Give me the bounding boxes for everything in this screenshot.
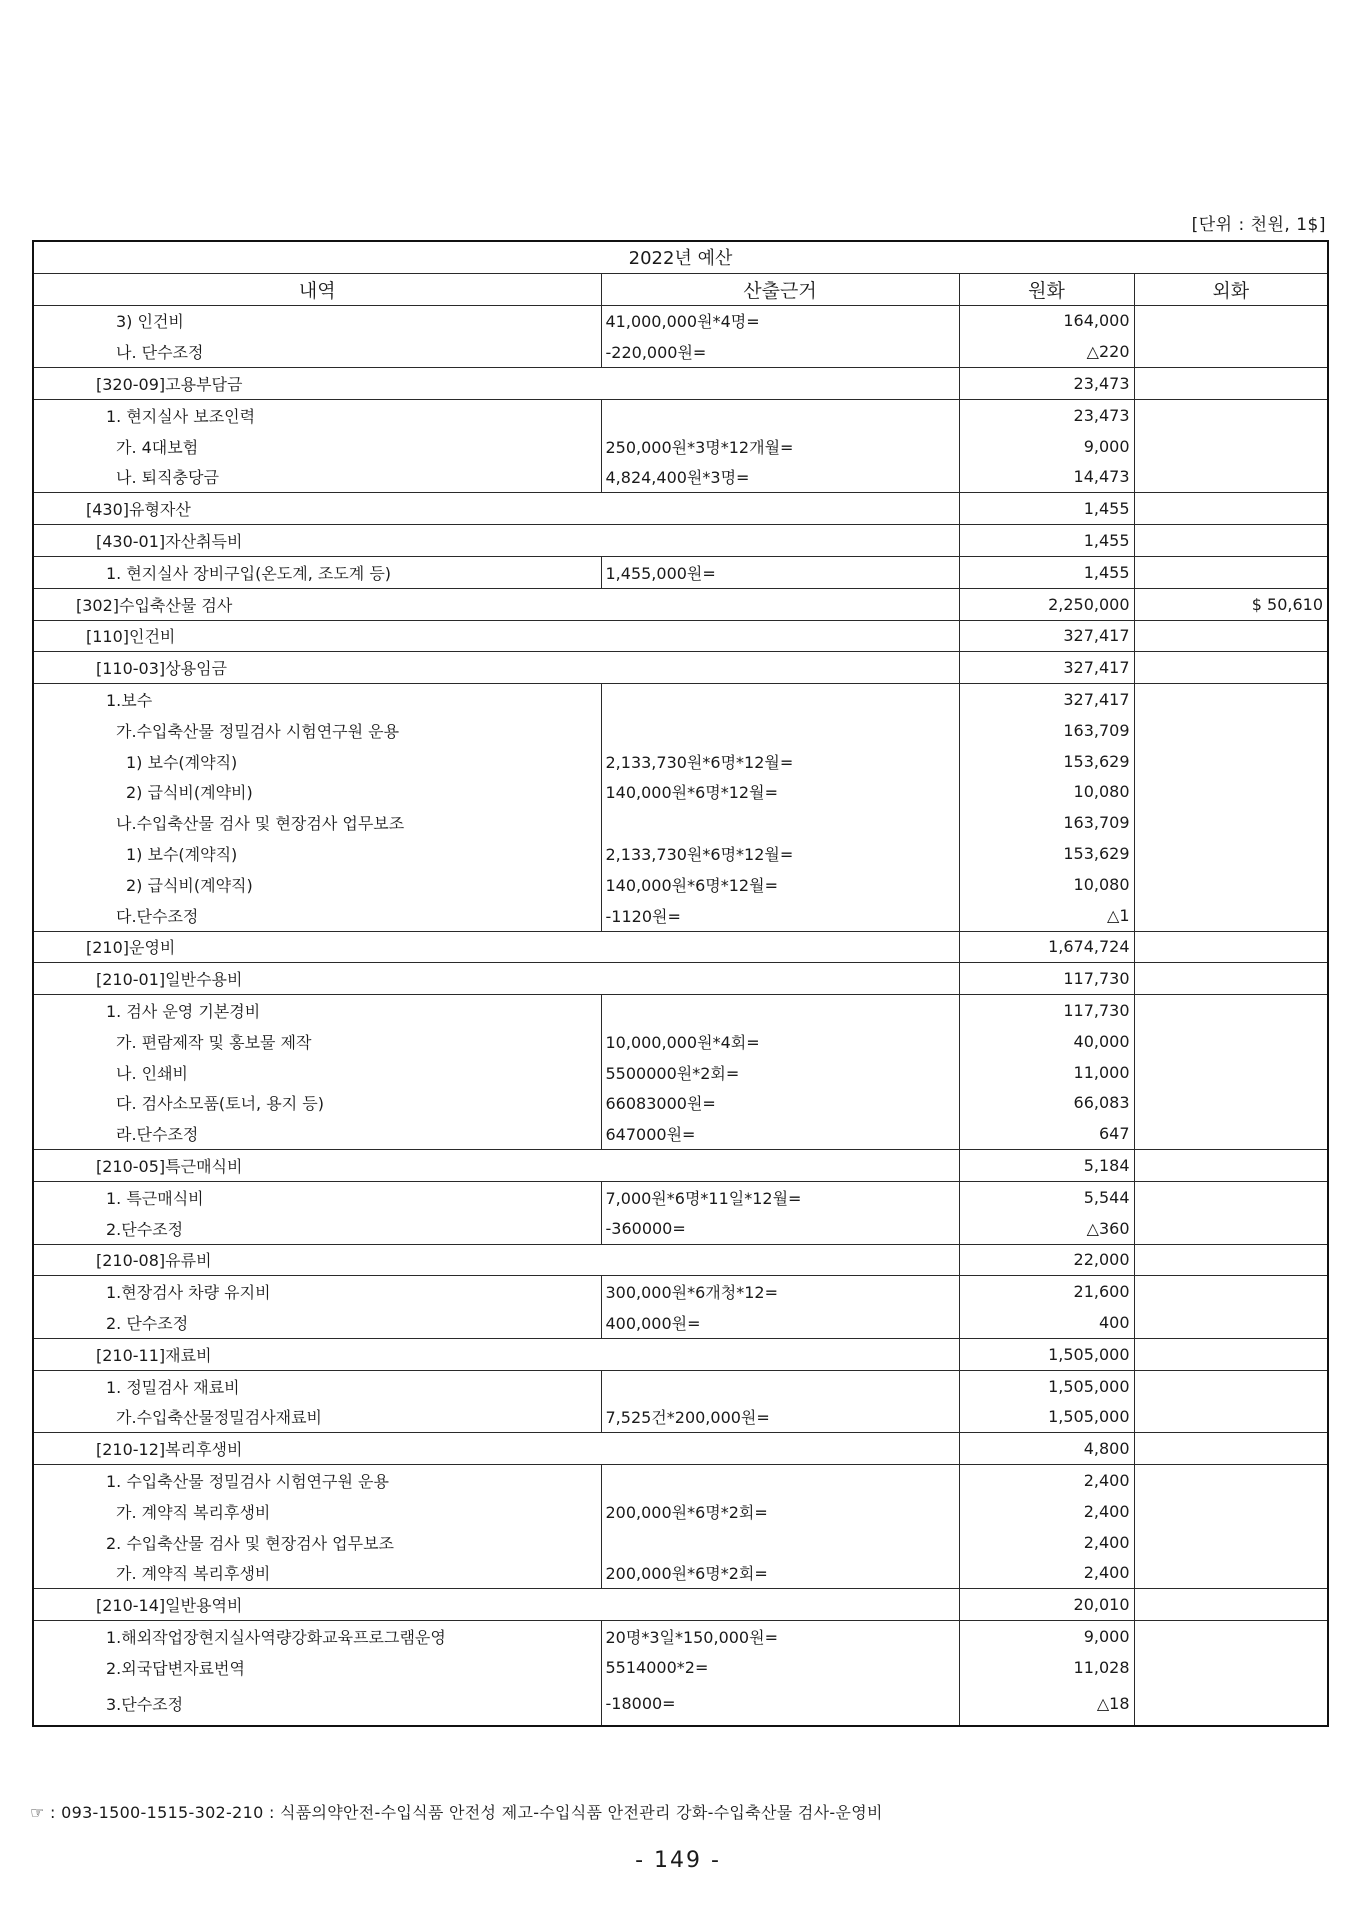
basis-cell: 66083000원=	[601, 1088, 959, 1119]
fx-cell	[1134, 1026, 1328, 1057]
table-row	[33, 995, 1328, 1026]
fx-cell	[1134, 556, 1328, 588]
table-row	[33, 1557, 1328, 1588]
krw-cell: 66,083	[959, 1088, 1134, 1119]
fx-cell	[1134, 838, 1328, 869]
table-row	[33, 931, 1328, 963]
table-row	[33, 1401, 1328, 1432]
table-row	[33, 807, 1328, 838]
item-cell: 1. 현지실사 보조인력	[33, 399, 601, 430]
item-cell: 다.단수조정	[33, 900, 601, 931]
table-row	[33, 652, 1328, 684]
fx-cell	[1134, 399, 1328, 430]
basis-cell: 250,000원*3명*12개월=	[601, 431, 959, 462]
fx-cell	[1134, 1652, 1328, 1683]
basis-cell: -220,000원=	[601, 336, 959, 367]
table-row	[33, 1118, 1328, 1149]
table-row	[33, 1621, 1328, 1652]
fx-cell	[1134, 684, 1328, 715]
item-cell: 다. 검사소모품(토너, 용지 등)	[33, 1088, 601, 1119]
krw-cell: 327,417	[959, 652, 1134, 684]
krw-cell: 20,010	[959, 1589, 1134, 1621]
table-row	[33, 838, 1328, 869]
krw-cell: 9,000	[959, 431, 1134, 462]
krw-cell: 1,674,724	[959, 931, 1134, 963]
fx-cell	[1134, 1181, 1328, 1212]
basis-cell: 4,824,400원*3명=	[601, 462, 959, 493]
krw-cell: 5,544	[959, 1181, 1134, 1212]
table-row	[33, 1527, 1328, 1558]
item-cell: 2) 급식비(계약직)	[33, 869, 601, 900]
item-cell: [210-14]일반용역비	[33, 1589, 959, 1621]
table-row	[33, 1465, 1328, 1496]
fx-cell	[1134, 462, 1328, 493]
basis-cell: 200,000원*6명*2회=	[601, 1557, 959, 1588]
basis-cell: 647000원=	[601, 1118, 959, 1149]
fx-cell	[1134, 620, 1328, 652]
basis-cell	[601, 1370, 959, 1401]
krw-cell: 40,000	[959, 1026, 1134, 1057]
krw-cell: 1,455	[959, 493, 1134, 525]
fx-cell	[1134, 1213, 1328, 1244]
item-cell: 1.보수	[33, 684, 601, 715]
basis-cell: 2,133,730원*6명*12월=	[601, 746, 959, 777]
header-basis: 산출근거	[601, 273, 959, 305]
item-cell: [210-12]복리후생비	[33, 1433, 959, 1465]
krw-cell: 4,800	[959, 1433, 1134, 1465]
fx-cell	[1134, 1088, 1328, 1119]
fx-cell	[1134, 1401, 1328, 1432]
fx-cell	[1134, 525, 1328, 557]
table-title: 2022년 예산	[33, 241, 1328, 273]
table-row	[33, 715, 1328, 746]
basis-cell: -360000=	[601, 1213, 959, 1244]
krw-cell: 327,417	[959, 620, 1134, 652]
item-cell: 라.단수조정	[33, 1118, 601, 1149]
fx-cell	[1134, 336, 1328, 367]
basis-cell: 7,000원*6명*11일*12월=	[601, 1181, 959, 1212]
table-row	[33, 1496, 1328, 1527]
basis-cell	[601, 995, 959, 1026]
header-item: 내역	[33, 273, 601, 305]
item-cell: 가. 계약직 복리후생비	[33, 1557, 601, 1588]
item-cell: 2.단수조정	[33, 1213, 601, 1244]
fx-cell	[1134, 1150, 1328, 1182]
krw-cell: 400	[959, 1307, 1134, 1338]
item-cell: 1.현장검사 차량 유지비	[33, 1276, 601, 1307]
item-cell: 1. 정밀검사 재료비	[33, 1370, 601, 1401]
header-krw: 원화	[959, 273, 1134, 305]
item-cell: [430-01]자산취득비	[33, 525, 959, 557]
table-row	[33, 1338, 1328, 1370]
table-row	[33, 963, 1328, 995]
table-row	[33, 1276, 1328, 1307]
krw-cell: 10,080	[959, 869, 1134, 900]
basis-cell: 200,000원*6명*2회=	[601, 1496, 959, 1527]
table-row	[33, 900, 1328, 931]
fx-cell	[1134, 1527, 1328, 1558]
krw-cell: 23,473	[959, 399, 1134, 430]
krw-cell: 2,400	[959, 1465, 1134, 1496]
item-cell: 가.수입축산물 정밀검사 시험연구원 운용	[33, 715, 601, 746]
krw-cell: 2,400	[959, 1557, 1134, 1588]
item-cell: 1. 수입축산물 정밀검사 시험연구원 운용	[33, 1465, 601, 1496]
krw-cell: △360	[959, 1213, 1134, 1244]
fx-cell	[1134, 1433, 1328, 1465]
table-row	[33, 684, 1328, 715]
krw-cell: 327,417	[959, 684, 1134, 715]
item-cell: 1) 보수(계약직)	[33, 838, 601, 869]
basis-cell: -18000=	[601, 1683, 959, 1726]
table-row	[33, 1683, 1328, 1726]
fx-cell	[1134, 368, 1328, 400]
item-cell: 가. 4대보험	[33, 431, 601, 462]
krw-cell: 22,000	[959, 1244, 1134, 1276]
item-cell: 2. 단수조정	[33, 1307, 601, 1338]
krw-cell: 1,455	[959, 525, 1134, 557]
fx-cell	[1134, 1621, 1328, 1652]
basis-cell	[601, 399, 959, 430]
table-row	[33, 368, 1328, 400]
krw-cell: 23,473	[959, 368, 1134, 400]
basis-cell	[601, 684, 959, 715]
table-row	[33, 1652, 1328, 1683]
krw-cell: 1,505,000	[959, 1370, 1134, 1401]
basis-cell: 5500000원*2회=	[601, 1057, 959, 1088]
item-cell: 3) 인건비	[33, 305, 601, 336]
krw-cell: 21,600	[959, 1276, 1134, 1307]
krw-cell: 11,028	[959, 1652, 1134, 1683]
item-cell: [210-08]유류비	[33, 1244, 959, 1276]
basis-cell: 140,000원*6명*12월=	[601, 869, 959, 900]
item-cell: [430]유형자산	[33, 493, 959, 525]
table-row	[33, 869, 1328, 900]
table-row	[33, 1026, 1328, 1057]
item-cell: [302]수입축산물 검사	[33, 588, 959, 620]
table-row	[33, 620, 1328, 652]
table-row	[33, 493, 1328, 525]
item-cell: [210-01]일반수용비	[33, 963, 959, 995]
fx-cell	[1134, 900, 1328, 931]
krw-cell: △18	[959, 1683, 1134, 1726]
item-cell: 2.외국답변자료번역	[33, 1652, 601, 1683]
table-row	[33, 746, 1328, 777]
fx-cell	[1134, 1496, 1328, 1527]
fx-cell	[1134, 715, 1328, 746]
item-cell: 1) 보수(계약직)	[33, 746, 601, 777]
fx-cell	[1134, 1370, 1328, 1401]
krw-cell: 5,184	[959, 1150, 1134, 1182]
krw-cell: 153,629	[959, 838, 1134, 869]
item-cell: 1. 검사 운영 기본경비	[33, 995, 601, 1026]
item-cell: [210-05]특근매식비	[33, 1150, 959, 1182]
fx-cell	[1134, 869, 1328, 900]
basis-cell: 10,000,000원*4회=	[601, 1026, 959, 1057]
page-number: - 149 -	[635, 1848, 721, 1873]
table-row	[33, 1370, 1328, 1401]
item-cell: 나.수입축산물 검사 및 현장검사 업무보조	[33, 807, 601, 838]
fx-cell	[1134, 305, 1328, 336]
krw-cell: △220	[959, 336, 1134, 367]
fx-cell	[1134, 1338, 1328, 1370]
table-row	[33, 431, 1328, 462]
krw-cell: 1,505,000	[959, 1401, 1134, 1432]
table-row	[33, 462, 1328, 493]
krw-cell: △1	[959, 900, 1134, 931]
table-row	[33, 556, 1328, 588]
item-cell: 1.해외작업장현지실사역량강화교육프로그램운영	[33, 1621, 601, 1652]
item-cell: 나. 인쇄비	[33, 1057, 601, 1088]
table-row	[33, 1150, 1328, 1182]
krw-cell: 2,250,000	[959, 588, 1134, 620]
item-cell: 3.단수조정	[33, 1683, 601, 1726]
item-cell: [320-09]고용부담금	[33, 368, 959, 400]
table-row	[33, 1057, 1328, 1088]
krw-cell: 2,400	[959, 1527, 1134, 1558]
fx-cell	[1134, 652, 1328, 684]
table-row	[33, 1433, 1328, 1465]
krw-cell: 2,400	[959, 1496, 1134, 1527]
item-cell: 가. 계약직 복리후생비	[33, 1496, 601, 1527]
table-row	[33, 305, 1328, 336]
basis-cell	[601, 1465, 959, 1496]
unit-label: [단위 : 천원, 1$]	[1191, 215, 1326, 235]
krw-cell: 10,080	[959, 777, 1134, 808]
fx-cell	[1134, 1276, 1328, 1307]
krw-cell: 163,709	[959, 715, 1134, 746]
item-cell: 2. 수입축산물 검사 및 현장검사 업무보조	[33, 1527, 601, 1558]
basis-cell: 5514000*2=	[601, 1652, 959, 1683]
table-body	[33, 305, 1328, 1726]
item-cell: 가.수입축산물정밀검사재료비	[33, 1401, 601, 1432]
krw-cell: 117,730	[959, 963, 1134, 995]
fx-cell	[1134, 1307, 1328, 1338]
fx-cell: $ 50,610	[1134, 588, 1328, 620]
item-cell: [210-11]재료비	[33, 1338, 959, 1370]
fx-cell	[1134, 1557, 1328, 1588]
budget-table	[32, 240, 1329, 1727]
item-cell: 1. 특근매식비	[33, 1181, 601, 1212]
krw-cell: 1,505,000	[959, 1338, 1134, 1370]
table-row	[33, 525, 1328, 557]
table-row	[33, 1088, 1328, 1119]
krw-cell: 163,709	[959, 807, 1134, 838]
fx-cell	[1134, 431, 1328, 462]
item-cell: [110]인건비	[33, 620, 959, 652]
basis-cell: 7,525건*200,000원=	[601, 1401, 959, 1432]
table-row	[33, 1589, 1328, 1621]
fx-cell	[1134, 746, 1328, 777]
krw-cell: 1,455	[959, 556, 1134, 588]
basis-cell	[601, 1527, 959, 1558]
table-row	[33, 1244, 1328, 1276]
footnote: ☞ : 093-1500-1515-302-210 : 식품의약안전-수입식품 안전성 제고-수입식품 안전관리 강화-수입축산물 검사-운영비	[30, 1803, 883, 1822]
table-row	[33, 1213, 1328, 1244]
fx-cell	[1134, 1057, 1328, 1088]
fx-cell	[1134, 493, 1328, 525]
basis-cell: 300,000원*6개청*12=	[601, 1276, 959, 1307]
krw-cell: 647	[959, 1118, 1134, 1149]
table-row	[33, 1307, 1328, 1338]
item-cell: [110-03]상용임금	[33, 652, 959, 684]
krw-cell: 9,000	[959, 1621, 1134, 1652]
basis-cell: 41,000,000원*4명=	[601, 305, 959, 336]
basis-cell	[601, 807, 959, 838]
krw-cell: 164,000	[959, 305, 1134, 336]
basis-cell: 1,455,000원=	[601, 556, 959, 588]
fx-cell	[1134, 1244, 1328, 1276]
basis-cell	[601, 715, 959, 746]
item-cell: 나. 퇴직충당금	[33, 462, 601, 493]
fx-cell	[1134, 807, 1328, 838]
fx-cell	[1134, 777, 1328, 808]
item-cell: 나. 단수조정	[33, 336, 601, 367]
basis-cell: 2,133,730원*6명*12월=	[601, 838, 959, 869]
table-row	[33, 588, 1328, 620]
basis-cell: 400,000원=	[601, 1307, 959, 1338]
table-row	[33, 777, 1328, 808]
table-row	[33, 336, 1328, 367]
krw-cell: 117,730	[959, 995, 1134, 1026]
basis-cell: -1120원=	[601, 900, 959, 931]
krw-cell: 14,473	[959, 462, 1134, 493]
fx-cell	[1134, 1118, 1328, 1149]
item-cell: 1. 현지실사 장비구입(온도계, 조도계 등)	[33, 556, 601, 588]
krw-cell: 153,629	[959, 746, 1134, 777]
krw-cell: 11,000	[959, 1057, 1134, 1088]
header-fx: 외화	[1134, 273, 1328, 305]
basis-cell: 140,000원*6명*12월=	[601, 777, 959, 808]
item-cell: 가. 편람제작 및 홍보물 제작	[33, 1026, 601, 1057]
fx-cell	[1134, 1683, 1328, 1726]
fx-cell	[1134, 1465, 1328, 1496]
table-row	[33, 399, 1328, 430]
basis-cell: 20명*3일*150,000원=	[601, 1621, 959, 1652]
fx-cell	[1134, 931, 1328, 963]
item-cell: [210]운영비	[33, 931, 959, 963]
fx-cell	[1134, 1589, 1328, 1621]
item-cell: 2) 급식비(계약비)	[33, 777, 601, 808]
table-row	[33, 1181, 1328, 1212]
fx-cell	[1134, 963, 1328, 995]
fx-cell	[1134, 995, 1328, 1026]
